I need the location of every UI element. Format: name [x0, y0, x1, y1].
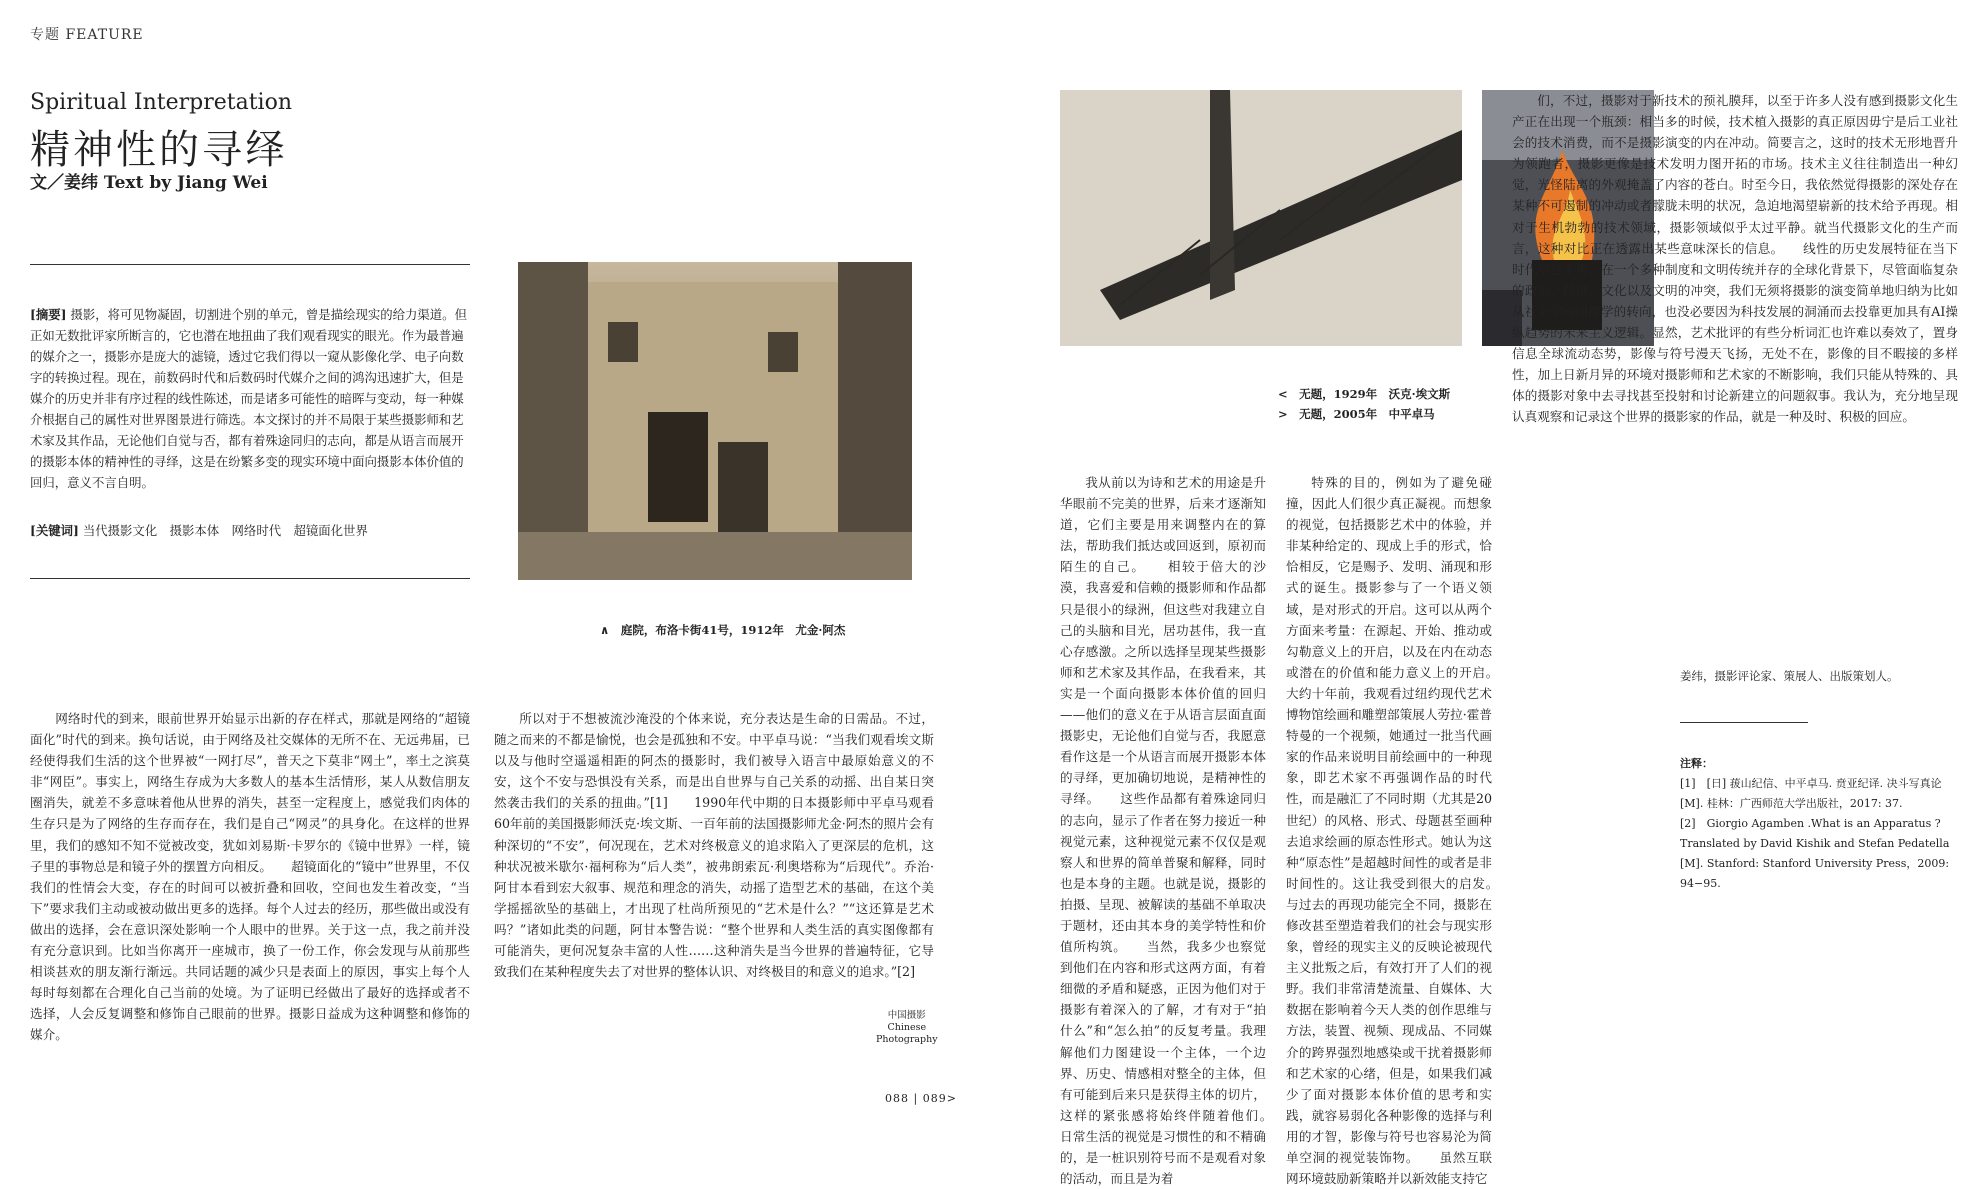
keywords — [30, 520, 470, 541]
abstract-text: 摄影，将可见物凝固，切割进个别的单元，曾是描绘现实的给力渠道。但正如无数批评家所断言的，它也潜在地扭曲了我们观看现实的眼光。作为最普遍的媒介之一，摄影亦是庞大的滤镜，透过它我们得以一窥从影像化学、电子向数字的转换过程。现在，前数码时代和后数码时代媒介之间的鸿沟迅速扩大，但是媒介的历史并非有序过程的线性陈述，而是诸多可能性的暗晖与变动，每一种媒介根据自己的属性对世界图景进行筛选。本文探讨的并不局限于某些摄影师和艺术家及其作品，无论他们自觉与否，都有着殊途同归的志向，都是从语言而展开的摄影本体的精神性的寻绎，这是在纷繁多变的现实环境中面向摄影本体价值的回归，意义不言自明。 — [30, 307, 467, 490]
keywords-text: 当代摄影文化 摄影本体 网络时代 超镜面化世界 — [82, 523, 368, 538]
notes-label: 注释： — [1680, 757, 1713, 770]
publication-cn: 中国摄影 — [887, 1010, 926, 1021]
caption-fire: > 无题，2005年 中平卓马 — [1278, 407, 1435, 421]
notes — [1680, 754, 1958, 894]
publication-en-1: Chinese — [887, 1022, 927, 1033]
bridge-photo — [1060, 90, 1462, 346]
abstract-label: [摘要] — [30, 307, 67, 322]
title-english: Spiritual Interpretation — [30, 90, 293, 115]
page-numbers: 088 | 089> — [885, 1092, 957, 1105]
body-column-5: 们，不过，摄影对于新技术的预礼膜拜，以至于许多人没有感到摄影文化生产正在出现一个瓶颈：相当多的时候，技术植入摄影的真正原因毋宁是后工业社会的技术消费，而不是摄影演变的内在冲动。简要言之，这时的技术无形地晋升为领跑者，摄影更像是技术发明力图开拓的市场。技术主义往往制造出一种幻觉，光怪陆离的外观掩盖了内容的苍白。时至今日，我依然觉得摄影的深处存在某种不可遏制的冲动或者朦胧未明的状况，急迫地渴望崭新的技术给予再现。相对于生机勃勃的技术领域，摄影领域似乎太过平静。就当代摄影文化的生产而言，这种对比正在透露出某些意味深长的信息。 线性的历史发展特征在当下时代早已不再，在一个多种制度和文明传统并存的全球化背景下，尽管面临复杂的政治、经济、文化以及文明的冲突，我们无须将摄影的演变简单地归纳为比如从社会学向图像学的转向，也没必要因为科技发展的洞涌而去投靠更加具有AI操纵趋势的未来主义逻辑。显然，艺术批评的有些分析词汇也许难以奏效了，置身信息全球流动态势，影像与符号漫天飞扬，无处不在，影像的目不暇接的多样性，加上日新月异的环境对摄影师和艺术家的不断影响，我们只能从特殊的、具体的摄影对象中去寻找甚至投射和讨论新建立的问题叙事。我认为，充分地呈现认真观察和记录这个世界的摄影家的作品，就是一种及时、积极的回应。 — [1512, 93, 1958, 425]
publication-mark — [876, 1010, 938, 1046]
section-header: 专题 FEATURE — [30, 27, 144, 43]
divider-bottom — [30, 578, 470, 579]
keywords-label: [关键词] — [30, 523, 79, 538]
caption-bridge: < 无题，1929年 沃克·埃文斯 — [1278, 387, 1451, 401]
caption-courtyard: ∧ 庭院，布洛卡街41号，1912年 尤金·阿杰 — [600, 623, 846, 637]
body-column-1: 网络时代的到来，眼前世界开始显示出新的存在样式，那就是网络的“超镜面化”时代的到来。换句话说，由于网络及社交媒体的无所不在、无远弗届，已经使得我们生活的这个世界被“一网打尽”，普天之下莫非“网土”，率土之滨莫非“网臣”。事实上，网络生存成为大多数人的基本生活情形，某人从数信朋友圈消失，就差不多意味着他从世界的消失，甚至一定程度上，感觉我们肉体的生存只是为了网络的生存而存在，我们是自己“网灵”的具身化。在这样的世界里，我们的感知不知不觉被改变，犹如刘易斯·卡罗尔的《镜中世界》一样，镜子里的事物总是和镜子外的摆置方向相反。 超镜面化的“镜中”世界里，不仅我们的性情会大变，存在的时间可以被折叠和回收，空间也发生着改变，“当下”要求我们主动或被动做出更多的选择。每个人过去的经历，那些做出或没有做出的选择，会在意识深处影响一个人眼中的世界。关于这一点，我之前并没有充分意识到。比如当你离开一座城市，换了一份工作，你会发现与从前那些相谈甚欢的朋友渐行渐远。共同话题的减少只是表面上的原因，事实上每个人每时每刻都在合理化自己当前的处境。为了证明已经做出了最好的选择或者不选择，人会反复调整和修饰自己眼前的世界。摄影日益成为这种调整和修饰的媒介。 — [30, 711, 470, 1043]
divider-top — [30, 264, 470, 265]
byline: 文／姜纬 Text by Jiang Wei — [30, 173, 268, 193]
note-1: [1] [日] 菝山纪信、中平卓马. 贲亚纪译. 决斗写真论 [M]. 桂林：广西师范大学出版社，2017: 37. — [1680, 777, 1942, 810]
body-column-4: 特殊的目的，例如为了避免碰撞，因此人们很少真正凝视。而想象的视觉，包括摄影艺术中的体验，并非某种给定的、现成上手的形式，恰恰相反，它是赐予、发明、涌现和形式的诞生。摄影参与了一个语义领域，是对形式的开启。这可以从两个方面来考量：在源起、开始、推动或勾勒意义上的开启，以及在内在动态或潜在的价值和能力意义上的开启。 大约十年前，我观看过纽约现代艺术博物馆绘画和雕塑部策展人劳拉·霍普特曼的一个视频，她通过一批当代画家的作品来说明目前绘画中的一种现象，即艺术家不再强调作品的时代性，而是融汇了不同时期（尤其是20世纪）的风格、形式、母题甚至画种去追求绘画的原态性形式。她认为这种“原态性”是超越时间性的或者是非时间性的。这让我受到很大的启发。 与过去的再现功能完全不同，摄影在修改甚至塑造着我们的社会与现实形象，曾经的现实主义的反映论被现代主义批叛之后，有效打开了人们的视野。我们非常清楚流量、自媒体、大数据在影响着今天人类的创作思维与方法，装置、视频、现成品、不同媒介的跨界强烈地感染或干扰着摄影师和艺术家的心绪，但是，如果我们减少了面对摄影本体价值的思考和实践，就容易弱化各种影像的选择与利用的才智，影像与符号也容易沦为简单空洞的视觉装饰物。 虽然互联网环境鼓励新策略并以新效能支持它 — [1286, 475, 1518, 1187]
title-chinese: 精神性的寻绎 — [30, 127, 288, 173]
body-column-3: 我从前以为诗和艺术的用途是升华眼前不完美的世界，后来才逐渐知道，它们主要是用来调整内在的算法，帮助我们抵达或回返到，原初而陌生的自己。 相较于倍大的沙漠，我喜爱和信赖的摄影师和作品都只是很小的绿洲，但这些对我建立自己的头脑和目光，居功甚伟，我一直心存感激。之所以选择呈现某些摄影师和艺术家及其作品，在我看来，其实是一个面向摄影本体价值的回归——他们的意义在于从语言层面直面摄影史，无论他们自觉与否，我愿意看作这是一个从语言而展开摄影本体的寻绎，更加确切地说，是精神性的寻绎。 这些作品都有着殊途同归的志向，显示了作者在努力接近一种视觉元素，这种视觉元素不仅仅是观察人和世界的简单普聚和解释，同时也是本身的主题。也就是说，摄影的拍摄、呈现、被解读的基础不单取决于题材，还由其本身的美学特性和价值所构筑。 当然，我多少也察觉到他们在内容和形式这两方面，有着细微的矛盾和疑惑，正因为他们对于摄影有着深入的了解，才有对于“拍什么”和“怎么拍”的反复考量。我理解他们力图建设一个主体，一个边界、历史、情感相对整全的主体，但有可能到后来只是获得主体的切片，这样的紧张感将始终伴随着他们。 日常生活的视觉是习惯性的和不精确的，是一桩识别符号而不是观看对象的活动，而且是为着 — [1060, 475, 1292, 1187]
publication-en-2: Photography — [876, 1034, 938, 1045]
note-2: [2] Giorgio Agamben .What is an Apparatus ? Translated by David Kishik and Stefan Pedatella [M]. Stanford: Stanford University Press，2009: 94−95. — [1680, 817, 1952, 890]
author-note: 姜纬，摄影评论家、策展人、出版策划人。 — [1680, 669, 1899, 683]
abstract — [30, 304, 470, 493]
body-column-2: 所以对于不想被流沙淹没的个体来说，充分表达是生命的日需品。不过，随之而来的不都是愉悦，也会是孤独和不安。中平卓马说：“当我们观看埃文斯以及与他时空遥遥相距的阿杰的摄影时，我们被导入语言中最原始意义的不安，这个不安与恐惧没有关系，而是出自世界与自己关系的动摇、出自某日突然袭击我们的关系的扭曲。”[1] 1990年代中期的日本摄影师中平卓马观看60年前的美国摄影师沃克·埃文斯、一百年前的法国摄影师尤金·阿杰的照片会有种深切的“不安”，何况现在，艺术对终极意义的追求陷入了更深层的危机，这种状况被米歇尔·福柯称为“后人类”，被弗朗索瓦·利奥塔称为“后现代”。乔治·阿甘本看到宏大叙事、规范和理念的消失，动摇了造型艺术的基础，在这个美学摇摇欲坠的基础上，才出现了杜尚所预见的“艺术是什么？”“这还算是艺术吗？”诸如此类的问题，阿甘本警告说：“整个世界和人类生活的真实图像都有可能消失，更何况复杂丰富的人性……这种消失是当今世界的普遍特征，它导致我们在某种程度失去了对世界的整体认识、对终极目的和意义的追求。”[2] — [494, 711, 934, 980]
notes-divider — [1680, 722, 1808, 723]
courtyard-photo — [518, 262, 912, 580]
